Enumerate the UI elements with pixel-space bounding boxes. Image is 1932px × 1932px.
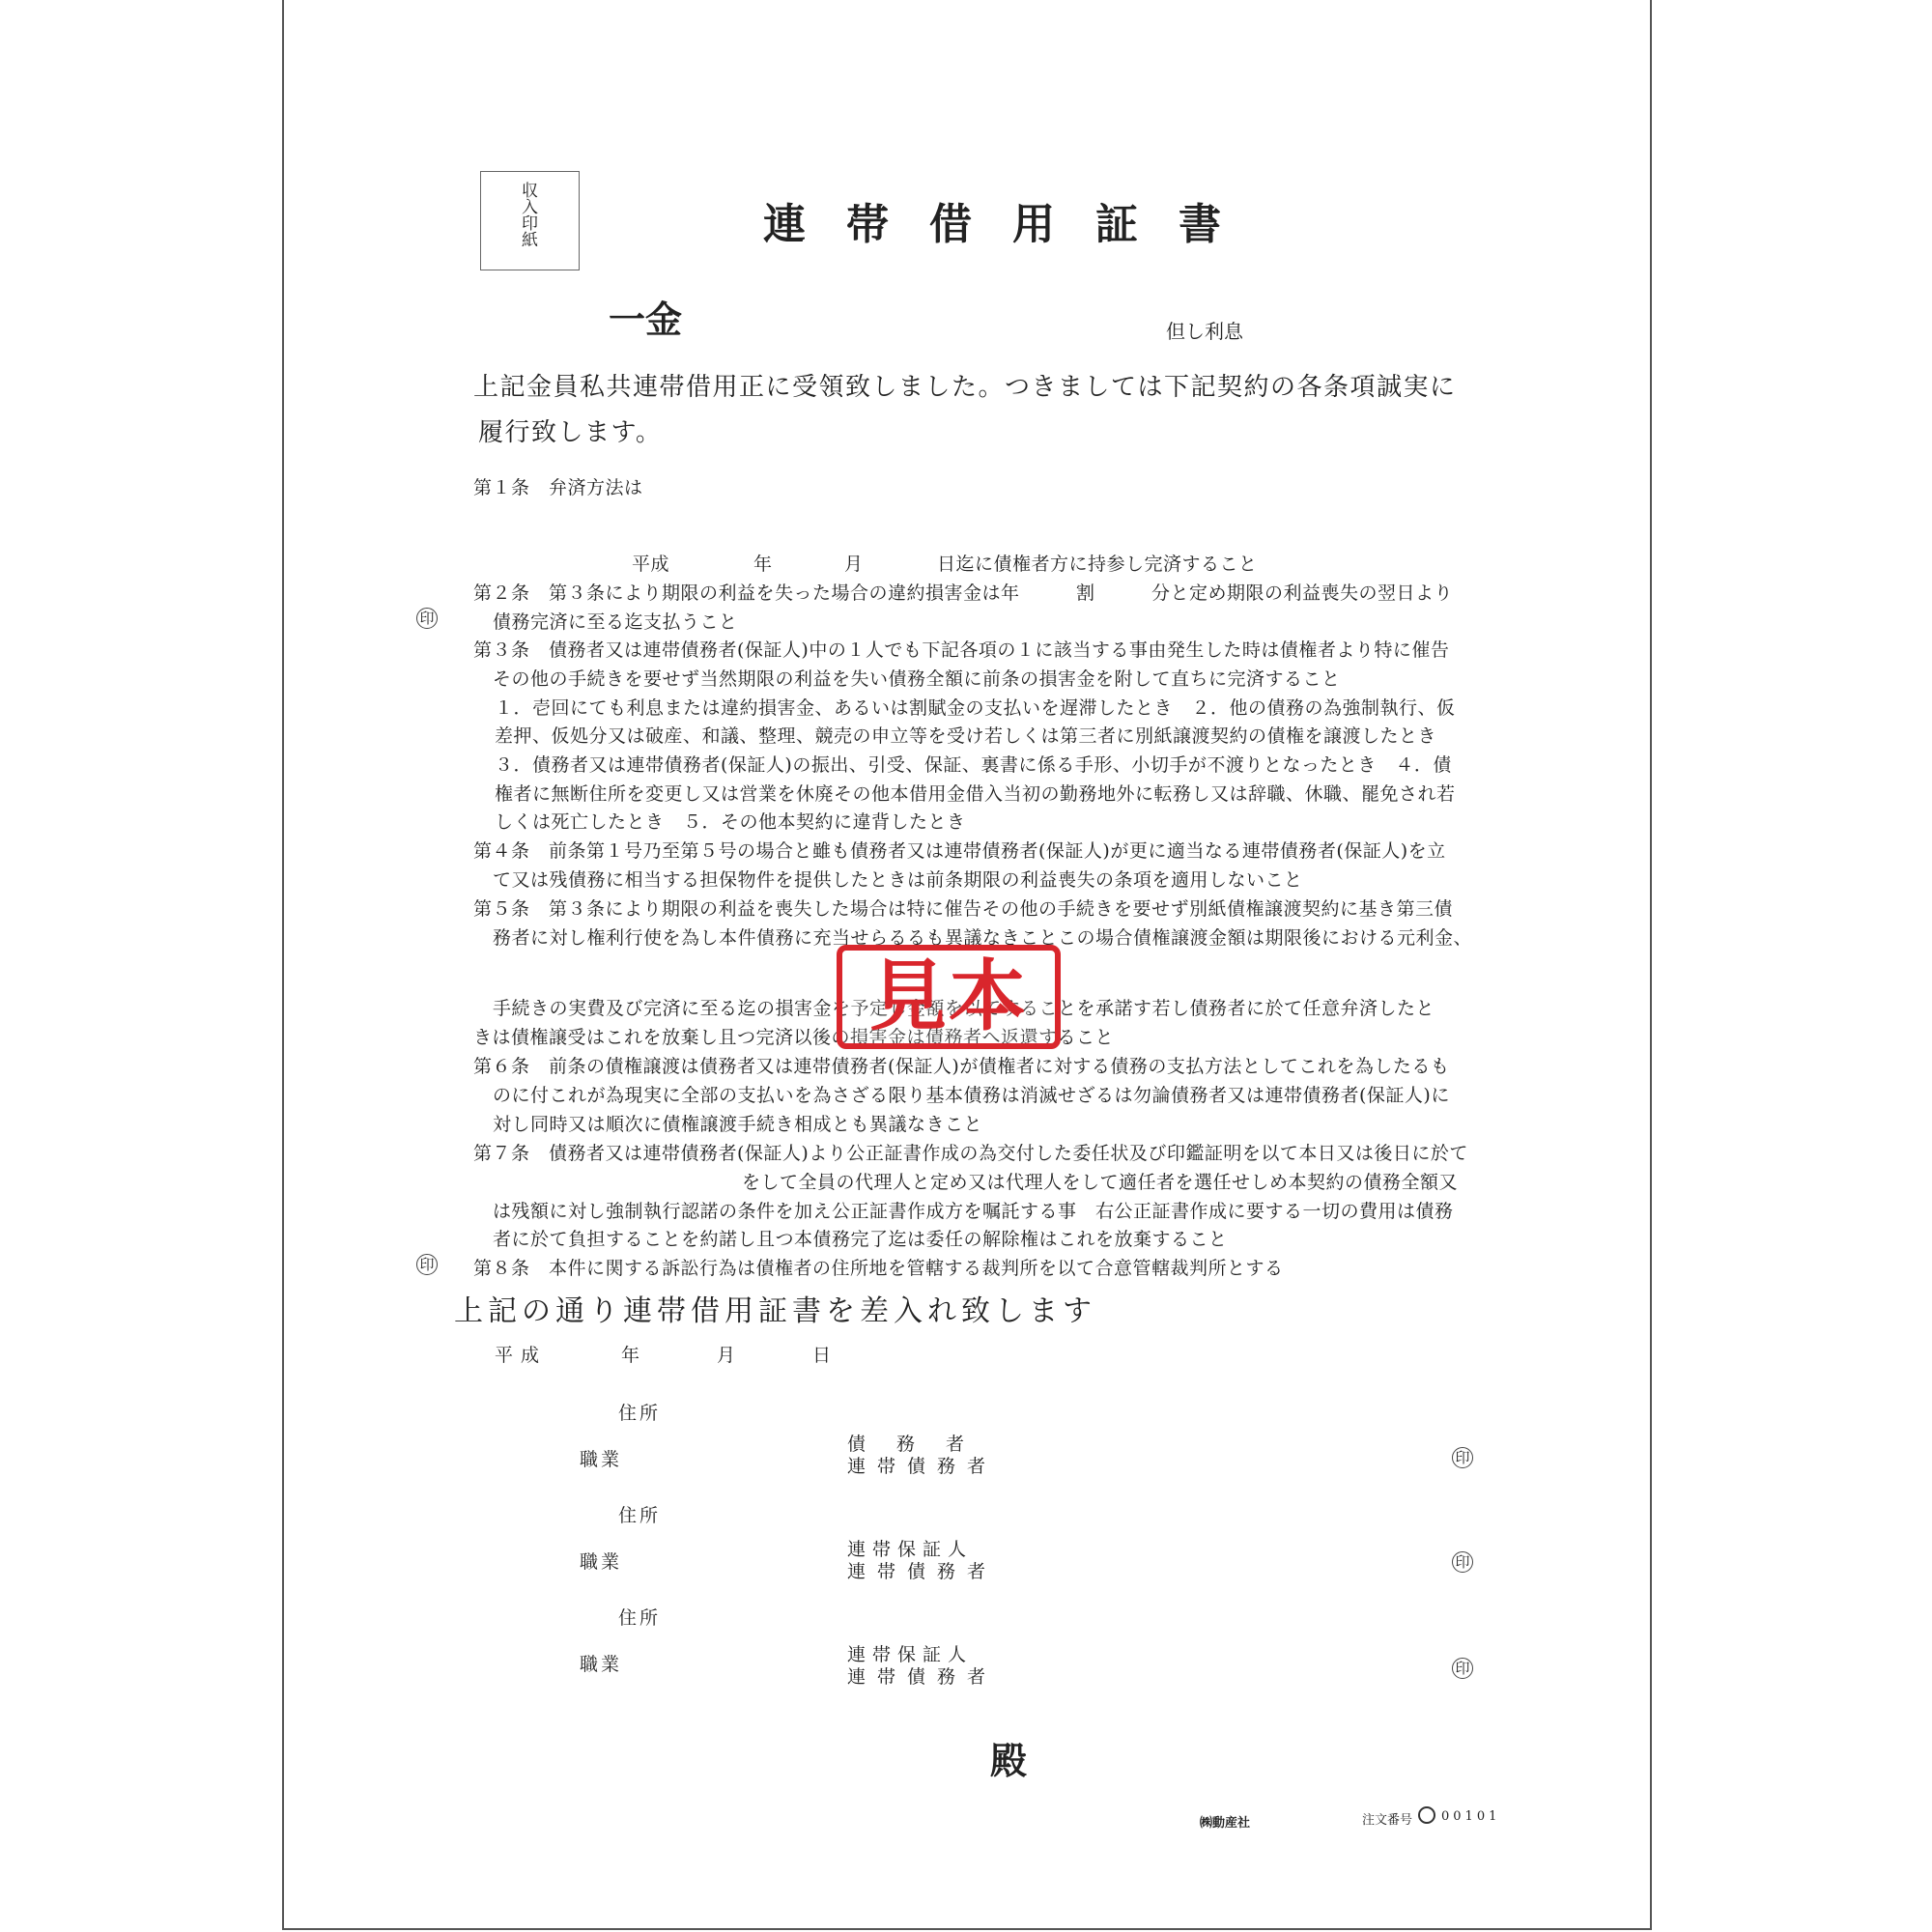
article-5-line-4: きは債権譲受はこれを放棄し且つ完済以後の損害金は債務者へ返還すること <box>473 1027 1115 1048</box>
article-1-tail: 日迄に債権者方に持参し完済すること <box>937 554 1258 575</box>
order-number: 00101 <box>1441 1809 1501 1824</box>
document-title: 連帯借用証書 <box>763 200 1262 249</box>
closing-date-month: 月 <box>717 1345 736 1366</box>
article-7-line-1: 第７条 債務者又は連帯債務者(保証人)より公正証書作成の為交付した委任状及び印鑑証明を以て本日又は後日に於て <box>473 1143 1468 1164</box>
revenue-stamp-box <box>480 171 580 270</box>
order-circle-icon <box>1418 1806 1435 1824</box>
article-7-line-4: 者に於て負担することを約諾し且つ本債務完了迄は委任の解除権はこれを放棄すること <box>493 1229 1228 1250</box>
closing-date-year: 年 <box>621 1345 640 1366</box>
article-6-line-1: 第６条 前条の債権譲渡は債務者又は連帯債務者(保証人)が債権者に対する債務の支払方法としてこれを為したるも <box>473 1056 1450 1077</box>
intro-line-1: 上記金員私共連帯借用正に受領致しました。つきましては下記契約の各条項誠実に <box>473 373 1457 402</box>
article-3-line-7: しくは死亡したとき ５．その他本契約に違背したとき <box>495 811 966 833</box>
signatory-2-role-1: 連帯保証人 <box>847 1539 974 1560</box>
order-number-label: 注文番号 <box>1362 1813 1413 1828</box>
stamp-char: 紙 <box>522 231 538 250</box>
signatory-2-role-2: 連帯債務者 <box>847 1561 998 1582</box>
article-3-line-3: １．壱回にても利息または違約損害金、あるいは割賦金の支払いを遅滞したとき ２．他の債務の為強制執行、仮 <box>495 697 1456 719</box>
signatory-2-address-label: 住所 <box>618 1505 662 1526</box>
seal-mark-icon: 印 <box>1452 1447 1473 1468</box>
signatory-3-role-2: 連帯債務者 <box>847 1666 998 1688</box>
article-1-month: 月 <box>844 554 864 575</box>
closing-date-era: 平成 <box>495 1345 548 1366</box>
signatory-1-address-label: 住所 <box>618 1403 662 1424</box>
stamp-char: 印 <box>522 214 538 234</box>
intro-line-2: 履行致します。 <box>478 418 663 447</box>
article-1: 第１条 弁済方法は <box>473 477 643 498</box>
article-5-line-2: 務者に対し権利行使を為し本件債務に充当せらるるも異議なきことこの場合債権譲渡金額は期限後における元利金、 <box>493 927 1473 949</box>
article-2-line-1: 第２条 第３条により期限の利益を失った場合の違約損害金は年 割 分と定め期限の利益喪失の翌日より <box>473 582 1454 604</box>
interest-label: 但し利息 <box>1166 320 1243 343</box>
signatory-2-occupation-label: 職業 <box>580 1551 623 1573</box>
article-3-line-1: 第３条 債務者又は連帯債務者(保証人)中の１人でも下記各項の１に該当する事由発生した時は債権者より特に催告 <box>473 639 1450 661</box>
seal-mark-icon: 印 <box>416 608 438 629</box>
article-4-line-1: 第４条 前条第１号乃至第５号の場合と雖も債務者又は連帯債務者(保証人)が更に適当なる連帯債務者(保証人)を立 <box>473 840 1446 862</box>
article-5-line-1: 第５条 第３条により期限の利益を喪失した場合は特に催告その他の手続きを要せず別紙債権譲渡契約に基き第三債 <box>473 898 1454 920</box>
stamp-char: 収 <box>522 182 538 201</box>
article-2-line-2: 債務完済に至る迄支払うこと <box>493 611 738 633</box>
publisher-name: ㈱動産社 <box>1200 1816 1251 1831</box>
article-7-line-2: をして全員の代理人と定め又は代理人をして適任者を選任せしめ本契約の債務全額又 <box>742 1172 1459 1193</box>
article-1-year: 年 <box>753 554 773 575</box>
article-1-era: 平成 <box>632 554 670 575</box>
revenue-stamp-label <box>481 184 579 249</box>
article-6-line-3: 対し同時又は順次に債権譲渡手続き相成とも異議なきこと <box>493 1114 983 1135</box>
addressee-suffix: 殿 <box>990 1739 1028 1782</box>
signatory-1-role-1: 債務者 <box>847 1434 996 1455</box>
article-4-line-2: て又は残債務に相当する担保物件を提供したときは前条期限の利益喪失の条項を適用しないこと <box>493 869 1303 891</box>
article-8: 第８条 本件に関する訴訟行為は債権者の住所地を管轄する裁判所を以て合意管轄裁判所とする <box>473 1258 1284 1279</box>
article-3-line-4: 差押、仮処分又は破産、和議、整理、競売の申立等を受け若しくは第三者に別紙譲渡契約の債権を譲渡したとき <box>495 725 1437 747</box>
article-3-line-5: ３．債務者又は連帯債務者(保証人)の振出、引受、保証、裏書に係る手形、小切手が不渡りとなったとき ４．債 <box>495 754 1452 776</box>
article-5-line-3: 手続きの実費及び完済に至る迄の損害金を予定し金額を以てすることを承諾す若し債務者に於て任意弁済したと <box>493 998 1435 1019</box>
sample-watermark <box>837 945 1061 1049</box>
article-6-line-2: のに付これが為現実に全部の支払いを為さざる限り基本債務は消滅せざるは勿論債務者又は連帯債務者(保証人)に <box>493 1085 1450 1106</box>
closing-statement: 上記の通り連帯借用証書を差入れ致します <box>454 1294 1096 1328</box>
seal-mark-icon: 印 <box>1452 1551 1473 1573</box>
signatory-3-role-1: 連帯保証人 <box>847 1644 974 1665</box>
article-3-line-2: その他の手続きを要せず当然期限の利益を失い債務全額に前条の損害金を附して直ちに完済すること <box>493 668 1341 690</box>
stamp-char: 入 <box>522 198 538 217</box>
signatory-3-address-label: 住所 <box>618 1607 662 1629</box>
amount-prefix: 一金 <box>609 298 683 341</box>
seal-mark-icon: 印 <box>416 1254 438 1275</box>
seal-mark-icon: 印 <box>1452 1658 1473 1679</box>
signatory-1-role-2: 連帯債務者 <box>847 1456 998 1477</box>
closing-date-day: 日 <box>812 1345 832 1366</box>
signatory-3-occupation-label: 職業 <box>580 1654 623 1675</box>
signatory-1-occupation-label: 職業 <box>580 1449 623 1470</box>
article-7-line-3: は残額に対し強制執行認諾の条件を加え公正証書作成方を嘱託する事 右公正証書作成に要する一切の費用は債務 <box>493 1201 1454 1222</box>
article-3-line-6: 権者に無断住所を変更し又は営業を休廃その他本借用金借入当初の勤務地外に転務し又は辞職、休職、罷免され若 <box>495 783 1456 805</box>
sample-watermark-text: 見本 <box>869 952 1028 1041</box>
